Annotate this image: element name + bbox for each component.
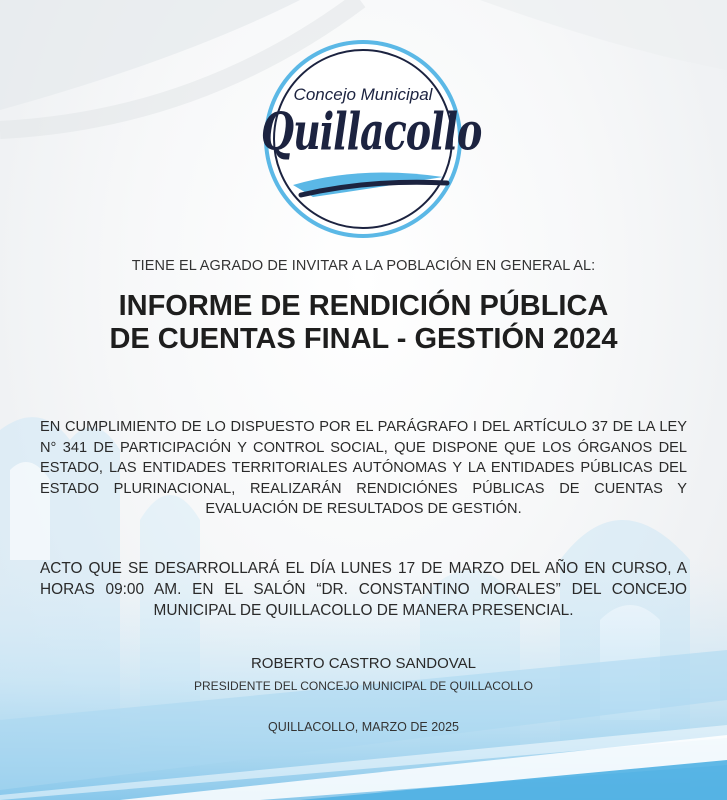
place-and-date: QUILLACOLLO, MARZO DE 2025: [267, 720, 460, 734]
invitation-line: TIENE EL AGRADO DE INVITAR A LA POBLACIÓN EN GENERAL AL:: [131, 258, 596, 274]
title-line-1: INFORME DE RENDICIÓN PÚBLICA: [118, 290, 609, 322]
legal-basis-paragraph: EN CUMPLIMIENTO DE LO DISPUESTO POR EL PARÁGRAFO I DEL ARTÍCULO 37 DE LA LEY N° 341 DE PARTICIPACIÓN Y CONTROL SOCIAL, QUE DISPONE QUE LOS ÓRGANOS DEL ESTADO, LAS ENTIDADES TERRITORIALES AUTÓNOMAS Y LA ENTIDADES PÚBLICAS DEL ESTADO PLURINACIONAL, REALIZARÁN RENDICIÓNES PÚBLICAS DE CUENTAS Y EVALUACIÓN DE RESULTADOS DE GESTIÓN.: [40, 419, 687, 518]
concejo-logo: [261, 37, 482, 241]
logo-text-line2: Quillacollo: [261, 101, 482, 162]
document-title: [0, 290, 727, 356]
title-line-2: DE CUENTAS FINAL - GESTIÓN 2024: [109, 323, 618, 355]
logo-text-line1: Concejo Municipal: [293, 85, 433, 104]
signer-name: ROBERTO CASTRO SANDOVAL: [250, 655, 477, 672]
event-details-paragraph: ACTO QUE SE DESARROLLARÁ EL DÍA LUNES 17 DE MARZO DEL AÑO EN CURSO, A HORAS 09:00 AM. EN EL SALÓN “DR. CONSTANTINO MORALES” DEL CONCEJO MUNICIPAL DE QUILLACOLLO DE MANERA PRESENCIAL.: [40, 560, 687, 619]
signer-role: PRESIDENTE DEL CONCEJO MUNICIPAL DE QUILLACOLLO: [194, 679, 533, 693]
